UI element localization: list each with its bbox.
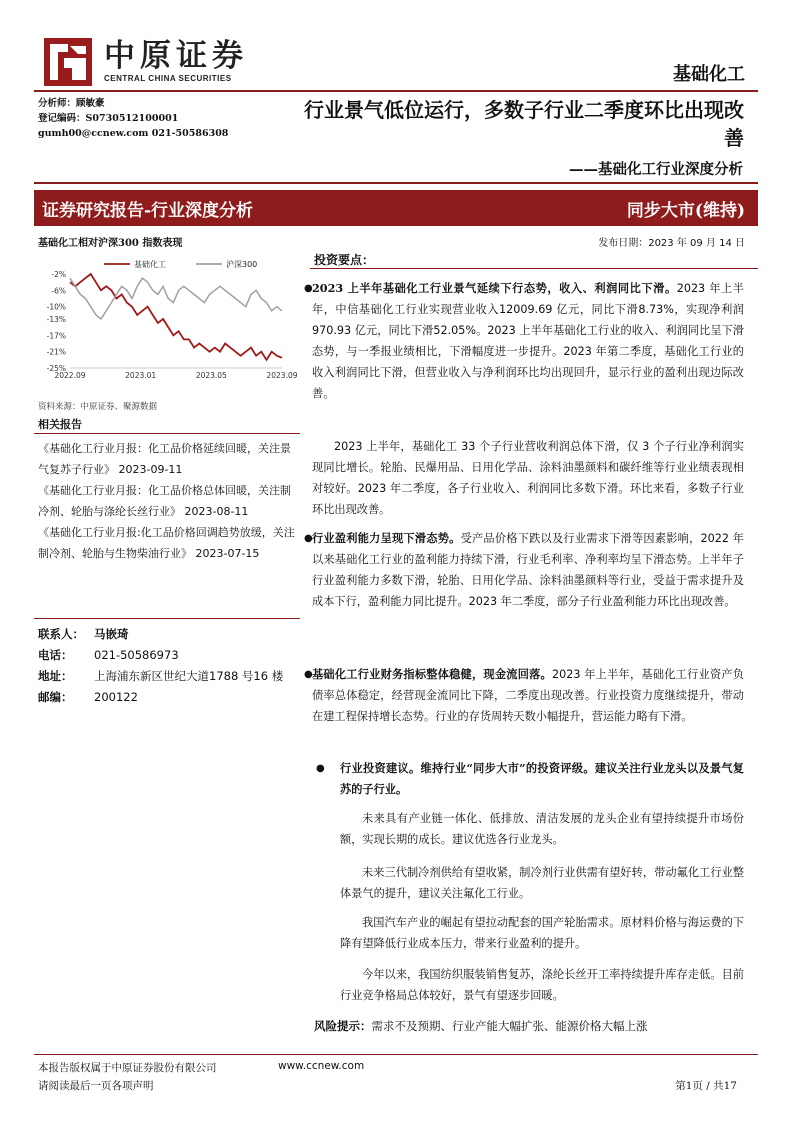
- highlight-text: 2023 年上半年，基础化工行业资产负债率总体稳定，经营现金流同比下降，二季度出现改善。行业投资力度继续提升，带动在建工程保持增长态势。行业的存货周转天数小幅提升，营运能力略有下滑。: [312, 668, 744, 723]
- company-logo-english: CENTRAL CHINA SECURITIES: [104, 74, 232, 83]
- related-divider: [34, 433, 300, 434]
- y-tick-label: -6%: [51, 286, 66, 296]
- related-report-link[interactable]: 《基础化工行业月报:化工品价格回调趋势放缓，关注制冷剂、轮胎与生物柴油行业》 2023-07-15: [38, 526, 295, 560]
- bullet-icon: ●: [304, 283, 313, 294]
- highlight-text: 2023 年上半年，中信基础化工行业实现营业收入12009.69 亿元，同比下滑8.73%，实现净利润 970.93 亿元，同比下滑52.05%。2023 上半年基础化工行业的收入、利润同比呈下滑态势，与一季报业绩相比，下滑幅度进一步提升。2023 年第二季度，基础化工行业的收入利润同比下滑，但营业收入与净利润环比均出现回升，显示行业的盈利出现边际改善。: [312, 282, 744, 400]
- legend-label: 沪深300: [226, 260, 258, 269]
- publish-date: 发布日期：2023 年 09 月 14 日: [598, 238, 745, 249]
- registration-label: 登记编码：: [38, 113, 86, 124]
- contact-person-label: 联系人：: [38, 627, 84, 641]
- analyst-name: 顾敏豪: [76, 98, 105, 109]
- x-tick-label: 2023.09: [266, 371, 298, 380]
- company-logo-text: 中原证券: [104, 38, 248, 74]
- zip-label: 邮编：: [38, 690, 73, 704]
- relative-performance-chart: [34, 252, 298, 380]
- y-tick-label: -10%: [46, 302, 66, 312]
- rating: 同步大市(维持): [626, 201, 745, 221]
- related-report-link[interactable]: 《基础化工行业月报：化工品价格延续回暖，关注景气复苏子行业》 2023-09-11: [38, 442, 291, 476]
- report-type: 证券研究报告-行业深度分析: [42, 201, 254, 221]
- contact-divider: [34, 618, 300, 619]
- y-tick-label: -17%: [46, 331, 66, 341]
- investment-highlights-title: 投资要点：: [314, 253, 375, 267]
- registration-code: S0730512100001: [85, 113, 179, 124]
- tel-label: 电话：: [38, 648, 73, 662]
- chart-source: 资料来源：中原证券、聚源数据: [38, 402, 158, 412]
- bullet-icon: ●: [316, 763, 325, 774]
- highlight-paragraph: 未来具有产业链一体化、低排放、清洁发展的龙头企业有望持续提升市场份额，实现长期的成长。建议优选各行业龙头。: [340, 812, 744, 846]
- highlight-paragraph: [304, 664, 744, 727]
- series-line: [70, 278, 282, 319]
- company-logo-icon: [44, 38, 92, 86]
- highlight-paragraph: 我国汽车产业的崛起有望拉动配套的国产轮胎需求。原材料价格与海运费的下降有望降低行业成本压力，带来行业盈利的提升。: [340, 916, 744, 950]
- tel-value: 021-50586973: [94, 648, 179, 662]
- address-label: 地址：: [38, 669, 73, 683]
- footer-divider: [34, 1054, 758, 1055]
- contact-info: [38, 624, 283, 708]
- bullet-icon: ●: [304, 533, 313, 544]
- highlight-paragraph: 今年以来，我国纺织服装销售复苏，涤纶长丝开工率持续提升库存走低。目前行业竞争格局总体较好，景气有望逐步回暖。: [340, 968, 744, 1002]
- header-divider: [34, 90, 758, 92]
- chart-title: 基础化工相对沪深300 指数表现: [38, 238, 183, 249]
- footer-notice: 请阅读最后一页各项声明: [38, 1080, 154, 1092]
- highlight-paragraph: [304, 528, 744, 612]
- highlight-paragraph: [316, 758, 744, 800]
- related-reports-list: [38, 438, 300, 564]
- bullet-icon: ●: [304, 669, 313, 680]
- footer-url-link[interactable]: www.ccnew.com: [278, 1060, 365, 1072]
- x-tick-label: 2023.05: [195, 371, 227, 380]
- page-number: 第1页 / 共17: [675, 1080, 737, 1092]
- highlight-heading: 行业投资建议。维持行业“同步大市”的投资评级。建议关注行业龙头以及景气复苏的子行业。: [340, 761, 744, 796]
- highlight-heading: 行业盈利能力呈现下滑态势。: [312, 531, 461, 545]
- highlight-heading: 2023 上半年基础化工行业景气延续下行态势，收入、利润同比下滑。: [312, 281, 677, 295]
- address-value: 上海浦东新区世纪大道1788 号16 楼: [94, 669, 284, 683]
- x-tick-label: 2023.01: [125, 371, 157, 380]
- y-tick-label: -13%: [46, 314, 66, 324]
- contact-person: 马嵌琦: [94, 627, 129, 641]
- footer-copyright: 本报告版权属于中原证券股份有限公司: [38, 1062, 217, 1074]
- risk-warning: [314, 1018, 754, 1034]
- y-tick-label: -2%: [51, 270, 66, 279]
- y-tick-label: -21%: [46, 347, 66, 357]
- highlights-divider: [310, 268, 758, 269]
- highlight-text: 受产品价格下跌以及行业需求下滑等因素影响，2022 年以来基础化工行业的盈利能力持续下滑，行业毛利率、净利率均呈下滑态势。上半年子行业盈利能力多数下滑，轮胎、日用化学品、涂料油墨颜料等行业，受益于需求提升及成本下行，盈利能力同比提升。2023 年二季度，部分子行业盈利能力环比出现改善。: [312, 532, 744, 608]
- report-title: 行业景气低位运行，多数子行业二季度环比出现改善: [304, 98, 744, 150]
- highlight-paragraph: 2023 上半年，基础化工 33 个子行业营收利润总体下滑，仅 3 个子行业净利润实现同比增长。轮胎、民爆用品、日用化学品、涂料油墨颜料和碳纤维等行业业绩表现相对较好。2023 年二季度，各子行业收入、利润同比多数下滑。环比来看，多数子行业环比出现改善。: [312, 440, 744, 516]
- highlight-paragraph: [304, 278, 744, 404]
- risk-label: 风险提示：: [314, 1019, 372, 1033]
- x-tick-label: 2022.09: [54, 371, 86, 380]
- related-report-link[interactable]: 《基础化工行业月报：化工品价格总体回暖，关注制冷剂、轮胎与涤纶长丝行业》 2023-08-11: [38, 484, 291, 518]
- y-tick-label: -25%: [46, 364, 66, 373]
- report-subtitle: ——基础化工行业深度分析: [569, 161, 743, 178]
- analyst-contact: gumh00@ccnew.com 021-50586308: [38, 128, 229, 139]
- highlight-heading: 基础化工行业财务指标整体稳健，现金流回落。: [312, 667, 552, 681]
- risk-text: 需求不及预期、行业产能大幅扩张、能源价格大幅上涨: [371, 1019, 648, 1033]
- banner-top-rule: [34, 182, 758, 184]
- header-sector: 基础化工: [673, 64, 745, 85]
- analyst-info: [38, 96, 228, 141]
- zip-value: 200122: [94, 690, 138, 704]
- analyst-label: 分析师：: [38, 98, 77, 109]
- legend-label: 基础化工: [134, 260, 166, 269]
- related-reports-title: 相关报告: [38, 418, 82, 431]
- highlight-paragraph: 未来三代制冷剂供给有望收紧，制冷剂行业供需有望好转，带动氟化工行业整体景气的提升，建议关注氟化工行业。: [340, 866, 744, 900]
